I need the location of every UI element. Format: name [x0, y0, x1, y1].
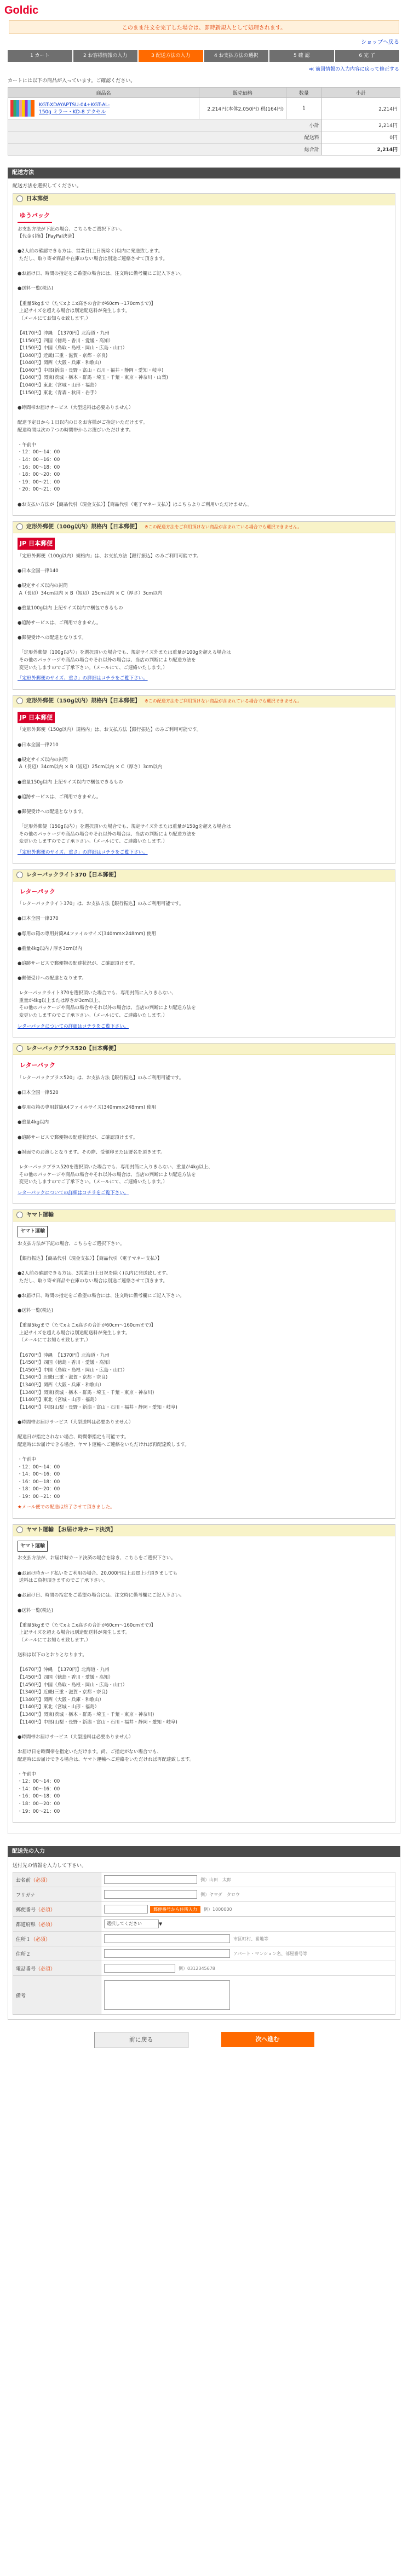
- edit-previous-link[interactable]: ≪ 前回情報の入力内容に戻って修正する: [308, 67, 399, 72]
- step-confirm: 5 確 認: [269, 50, 334, 62]
- japan-post-logo: JP 日本郵便: [18, 712, 55, 724]
- shipping-option-teikeigai-100: [13, 521, 395, 690]
- option-header[interactable]: 日本郵便: [13, 194, 395, 205]
- checkout-steps: [8, 50, 400, 62]
- address-section-header: 配送先の入力: [8, 1846, 400, 1857]
- form-buttons: [4, 2032, 404, 2048]
- col-price: 販売価格: [199, 88, 286, 98]
- address-table: お名前（必須） 例）山田 太郎 フリガナ 例）ヤマダ タロウ 郵便番号（必須） 郵便番号から住所入力 例）1000000 都道府県（必須） 選択してください ▼ 住所１（必須） 市区町村、番地等 住所２ アパート・マンション名、部屋番号等 電話番号（必須） 例）0312345678 備考: [13, 1872, 395, 2015]
- option-description: お支払方法が下記の場合、こちらをご選択下さい。 【銀行振込】【商品代引（現金支払）】【商品代引（電子マネー支払）】 ●2人前の確認できる方は、3営業日(土日祝を除く)以内に発送致します。 ただし、取り寄せ商品や在庫のない場合は別途ご連絡させて頂きます。 ●お届け日、時間の指定をご希望の場合には、注文時に備考欄にご記入下さい。 ●送料一覧(税込) 【重量5kgまで（たてxよこx高さの合計が60cm～160cmまで)】 上記サイズを超える場合は別途配送料が発生します。 （メールにてお知らせ致します。） 【1670円】沖縄 【1370円】北海道・九州 【1450円】四国（徳島・香川・愛媛・高知） 【1450円】中国（鳥取・島根・岡山・広島・山口） 【1340円】近畿(三重・滋賀・京都・奈良) 【1340円】関西（大阪・兵庫・和歌山） 【1340円】関東(茨城・栃木・群馬・埼玉・千葉・東京・神奈川) 【1140円】東北（宮城・山形・福島） 【1140円】中部(山梨・長野・新潟・富山・石川・福井・静岡・愛知・岐阜) ●時間帯お届けサービス（大型送料は必要ありません） 配達日が指定されない場合、時間帯指定も可能です。 配達時にお届けできる場合、ヤマト運輸へご連絡をいただければ再配達致します。 ・午前中 ・12：00～14：00 ・14：00～16：00 ・16：00～18：00 ・18：00～20：00 ・19：00～21：00: [18, 1241, 189, 1500]
- option-header[interactable]: レターパックプラス520【日本郵便】: [13, 1044, 395, 1055]
- letterpack-info-link[interactable]: レターパックについての詳細はコチラをご覧下さい。: [18, 1023, 129, 1029]
- sum-label-subtotal: 小計: [8, 119, 322, 131]
- yupack-logo: ゆうパック: [18, 210, 52, 223]
- sum-total: 2,214円: [321, 143, 400, 155]
- option-header[interactable]: ヤマト運輸: [13, 1210, 395, 1221]
- step-complete: 6 完 了: [335, 50, 400, 62]
- address-info: 送付先の情報を入力して下さい。: [13, 1863, 87, 1869]
- product-qty: 1: [286, 98, 322, 119]
- shop-return-link[interactable]: ショップへ戻る: [361, 39, 399, 45]
- col-qty: 数量: [286, 88, 322, 98]
- product-thumbnail[interactable]: [10, 100, 35, 117]
- name-input[interactable]: [104, 1875, 197, 1884]
- remarks-textarea[interactable]: [104, 1980, 230, 2010]
- address-form: [8, 1857, 400, 2020]
- step-payment: 4 お支払方法の選択: [204, 50, 269, 62]
- step-cart: 1 カート: [8, 50, 72, 62]
- shipping-option-letterpack-370: [13, 869, 395, 1038]
- shipping-option-yupack: [13, 193, 395, 516]
- postal-lookup-button[interactable]: 郵便番号から住所入力: [150, 1906, 200, 1913]
- shipping-section: [8, 178, 400, 1834]
- shipping-option-letterpack-520: [13, 1043, 395, 1204]
- furigana-input[interactable]: [104, 1890, 197, 1899]
- address2-input[interactable]: [104, 1949, 230, 1958]
- option-description: お支払方法が、お届け時カード決済の場合を除き、こちらをご選択下さい。 ●お届け時カード払いをご利用の場合、20,000円以上お買上げ頂きましても 送料はご負担頂きますのでご了承下さい。 ●お届け日、時間の指定をご希望の場合には、注文時に備考欄にご記入下さい。 ●送料一覧(税込) 【重量5kgまで（たてxよこx高さの合計が60cm～160cmまで)】 上記サイズを超える場合は別途配送料が発生します。 （メールにてお知らせ致します。） 送料は以下のとおりとなります。 【1670円】沖縄 【1370円】北海道・九州 【1450円】四国（徳島・香川・愛媛・高知） 【1450円】中国（鳥取・島根・岡山・広島・山口） 【1340円】近畿(三重・滋賀・京都・奈良) 【1340円】関西（大阪・兵庫・和歌山） 【1140円】東北（宮城・山形・福島） 【1340円】関東(茨城・栃木・群馬・埼玉・千葉・東京・神奈川) 【1140円】中部(山梨・長野・新潟・富山・石川・福井・静岡・愛知・岐阜) ●時間帯お届けサービス（大型送料は必要ありません） お届け日を時間帯を指定いただけます。尚、ご指定がない場合でも、 配達時にお届けできる場合は、ヤマト運輸へご連絡をいただければ再配達致します。 ・午前中 ・12：00～14：00 ・14：00～16：00 ・16：00～18：00 ・18：00～20：00 ・19：00～21：00: [18, 1555, 194, 1814]
- order-notice: このまま注文を完了した場合は、即時新規入として処理されます。: [9, 20, 399, 34]
- option-header[interactable]: レターパックライト370【日本郵便】: [13, 870, 395, 881]
- option-description: 「定形外郵便（100g以内）規格内」は、お支払方法【銀行振込】のみご利用可能です。 ●日本全国一律140 ●規定サイズ以内の封筒 A（長辺）34cm以内 × B（短辺）25cm以内 × C（厚さ）3cm以内 ●重量100g以内 上記サイズ以内で梱包できるもの ●追跡サービスは、ご利用できません。 ●郵便受けへの配達となります。 「定形外郵便（100g以内）」を選択頂いた場合でも、規定サイズ外または重量が100gを超える場合は その他のパッケージや商品の場合やそれ以外の場合は、当店の判断により配送方法を 変更いたしますのでご了承下さい。（メールにて、ご連絡いたします。）: [18, 553, 231, 671]
- shipping-section-header: 配送方法: [8, 168, 400, 178]
- col-product: 商品名: [8, 88, 199, 98]
- product-subtotal: 2,214円: [321, 98, 400, 119]
- shipping-intro: 配送方法を選択してください。: [13, 183, 82, 189]
- step-customer-info: 2 お客様情報の入力: [73, 50, 138, 62]
- postal-code-input[interactable]: [104, 1905, 148, 1914]
- option-description: お支払方法が下記の場合、こちらをご選択下さい。 【代金引換】【PayPal決済】 ●2人前の確認できる方は、営業日(土日祝除く)以内に発送致します。 ただし、取り寄せ商品や在庫のない場合は別途ご連絡させて頂きます。 ●お届け日、時間の指定をご希望の場合には、注文時に備考欄にご記入下さい。 ●送料一覧(税込) 【重量5kgまで（たてxよこx高さの合計が60cm～170cmまで)】 上記サイズを超える場合は別途配送料が発生します。 （メールにてお知らせ致します。） 【4170円】沖縄 【1370円】北海道・九州 【1150円】四国（徳島・香川・愛媛・高知） 【1150円】中国（鳥取・島根・岡山・広島・山口） 【1040円】近畿(三重・滋賀・京都・奈良) 【1040円】関西（大阪・兵庫・和歌山） 【1040円】中部(新潟・長野・富山・石川・福井・静岡・愛知・岐阜) 【1040円】関東(茨城・栃木・群馬・埼玉・千葉・東京・神奈川・山梨) 【1040円】東北（宮城・山形・福島） 【1150円】東北（青森・秋田・岩手） ●時間帯お届けサービス（大型送料は必要ありません） 配達予定日から１日以内の日をお客様がご指定いただけます。 配達時間は次の７つの時間帯からお選びいただけます。 ・午前中 ・12：00～14：00 ・14：00～16：00 ・16：00～18：00 ・18：00～20：00 ・19：00～21：00 ・20：00～21：00 ●お支払い方法が【商品代引（現金支払）】【商品代引（電子マネー支払）】はこちらよりご利用いただけません。: [18, 226, 252, 508]
- address1-input[interactable]: [104, 1934, 230, 1943]
- shipping-option-teikeigai-150: [13, 695, 395, 864]
- sum-label-total: 総合計: [8, 143, 322, 155]
- yamato-logo: ヤマト運輸: [18, 1226, 48, 1237]
- yamato-logo: ヤマト運輸: [18, 1541, 48, 1552]
- page: [4, 0, 404, 2048]
- letterpack-logo: レターパック: [20, 888, 56, 895]
- japan-post-logo: JP 日本郵便: [18, 538, 55, 550]
- option-description: 「レターパックライト370」は、お支払方法【銀行振込】のみご利用可能です。 ●日本全国一律370 ●専用の箱の専用封筒A4ファイルサイズ(340mm×248mm) 使用 ●重量4kg以内 / 厚さ3cm以内 ●追跡サービスで郵便物の配達状況が、ご確認頂けます。 ●郵便受けへの配達となります。 レターパックライト370を選択頂いた場合でも、専用封筒に入りきらない、 重量が4kg以上または厚さが3cm以上、 その他のパッケージや商品の場合やそれ以外の場合は、当店の判断により配送方法を 変更いたしますのでご了承下さい。（メールにて、ご連絡いたします。）: [18, 901, 196, 1019]
- radio-button[interactable]: [16, 872, 23, 878]
- radio-button[interactable]: [16, 1212, 23, 1218]
- product-link[interactable]: KGT-XDAYAPTSU-04+KGT-AL-150g ミラー・KD-8 アクセル: [39, 102, 110, 115]
- letterpack-logo: レターパック: [20, 1062, 56, 1069]
- step-shipping: 3 配送方法の入力: [139, 50, 203, 62]
- sum-label-shipping: 配送料: [8, 131, 322, 143]
- table-row: [8, 98, 400, 119]
- radio-button[interactable]: [16, 523, 23, 530]
- radio-button[interactable]: [16, 698, 23, 704]
- shipping-option-yamato: [13, 1209, 395, 1519]
- chevron-down-icon: ▼: [159, 1921, 163, 1927]
- option-description: 「定形外郵便（150g以内）規格内」は、お支払方法【銀行振込】のみご利用可能です。 ●日本全国一律210 ●規定サイズ以内の封筒 A（長辺）34cm以内 × B（短辺）25cm以内 × C（厚さ）3cm以内 ●重量150g以内 上記サイズ以内で梱包できるもの ●追跡サービスは、ご利用できません。 ●郵便受けへの配達となります。 「定形外郵便（150g以内）」を選択頂いた場合でも、規定サイズ外または重量が150gを超える場合は その他のパッケージや商品の場合やそれ以外の場合は、当店の判断により配送方法を 変更いたしますのでご了承下さい。（メールにて、ご連絡いたします。）: [18, 727, 231, 845]
- radio-button[interactable]: [16, 1045, 23, 1052]
- sum-shipping: 0円: [321, 131, 400, 143]
- sum-subtotal: 2,214円: [321, 119, 400, 131]
- size-info-link[interactable]: 「定形外郵便のサイズ、重さ」の詳細はコチラをご覧下さい。: [18, 849, 148, 855]
- cart-note: カートには以下の商品が入っています。ご確認ください。: [8, 78, 136, 84]
- radio-button[interactable]: [16, 195, 23, 202]
- prefecture-select[interactable]: 選択してください: [104, 1920, 159, 1928]
- cart-table: [8, 87, 400, 155]
- back-button[interactable]: 前に戻る: [94, 2032, 188, 2048]
- option-header[interactable]: ヤマト運輸 【お届け時カード決済】: [13, 1525, 395, 1536]
- shipping-option-yamato-card: [13, 1524, 395, 1823]
- option-header[interactable]: 定形外郵便（100g以内）規格内【日本郵便】 ※この配送方法をご利用頂けない商品が含まれている場合でも選択できません。: [13, 522, 395, 533]
- product-price: 2,214円(本体2,050円) 税(164円): [199, 98, 286, 119]
- col-subtotal: 小計: [321, 88, 400, 98]
- brand-logo[interactable]: Goldic: [4, 4, 39, 16]
- letterpack-info-link[interactable]: レターパックについての詳細はコチラをご覧下さい。: [18, 1190, 129, 1196]
- option-description: 「レターパックプラス520」は、お支払方法【銀行振込】のみご利用可能です。 ●日本全国一律520 ●専用の箱の専用封筒A4ファイルサイズ(340mm×248mm) 使用 ●重量4kg以内 ●追跡サービスで郵便物の配達状況が、ご確認頂けます。 ●対面でのお渡しとなります。その際、受領印または署名を頂きます。 レターパックプラス520を選択頂いた場合でも、専用封筒に入りきらない、重量が4kg以上、 その他のパッケージや商品の場合やそれ以外の場合は、当店の判断により配送方法を 変更いたしますのでご了承下さい。（メールにて、ご連絡いたします。）: [18, 1075, 213, 1185]
- option-header[interactable]: 定形外郵便（150g以内）規格内【日本郵便】 ※この配送方法をご利用頂けない商品が含まれている場合でも選択できません。: [13, 696, 395, 707]
- radio-button[interactable]: [16, 1526, 23, 1533]
- mail-service-note: ★メール便での配送は終了させて頂きました。: [18, 1505, 115, 1511]
- size-info-link[interactable]: 「定形外郵便のサイズ、重さ」の詳細はコチラをご覧下さい。: [18, 676, 148, 682]
- phone-input[interactable]: [104, 1964, 175, 1973]
- next-button[interactable]: 次へ進む: [221, 2032, 314, 2047]
